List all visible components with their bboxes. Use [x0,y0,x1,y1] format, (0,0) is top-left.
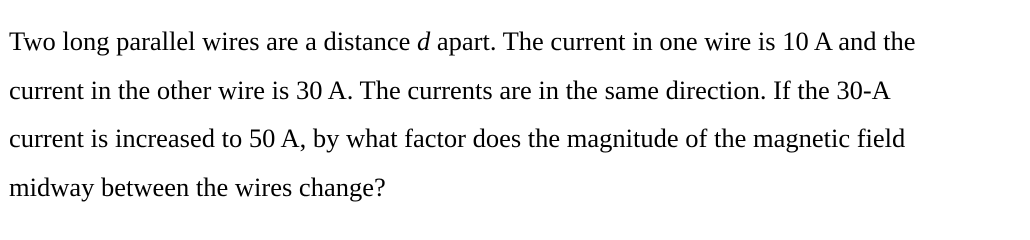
line-1-start: Two long parallel wires are a distance [9,26,417,56]
distance-variable: d [417,26,431,56]
question-text [9,17,1025,211]
question-line-1 [9,17,1025,66]
question-line-3: current is increased to 50 A, by what factor does the magnitude of the magnetic field [9,123,906,153]
question-line-4: midway between the wires change? [9,171,386,202]
line-1-end: apart. The current in one wire is 10 A and the [430,26,916,56]
question-line-2: current in the other wire is 30 A. The currents are in the same direction. If the 30-A [9,74,891,105]
